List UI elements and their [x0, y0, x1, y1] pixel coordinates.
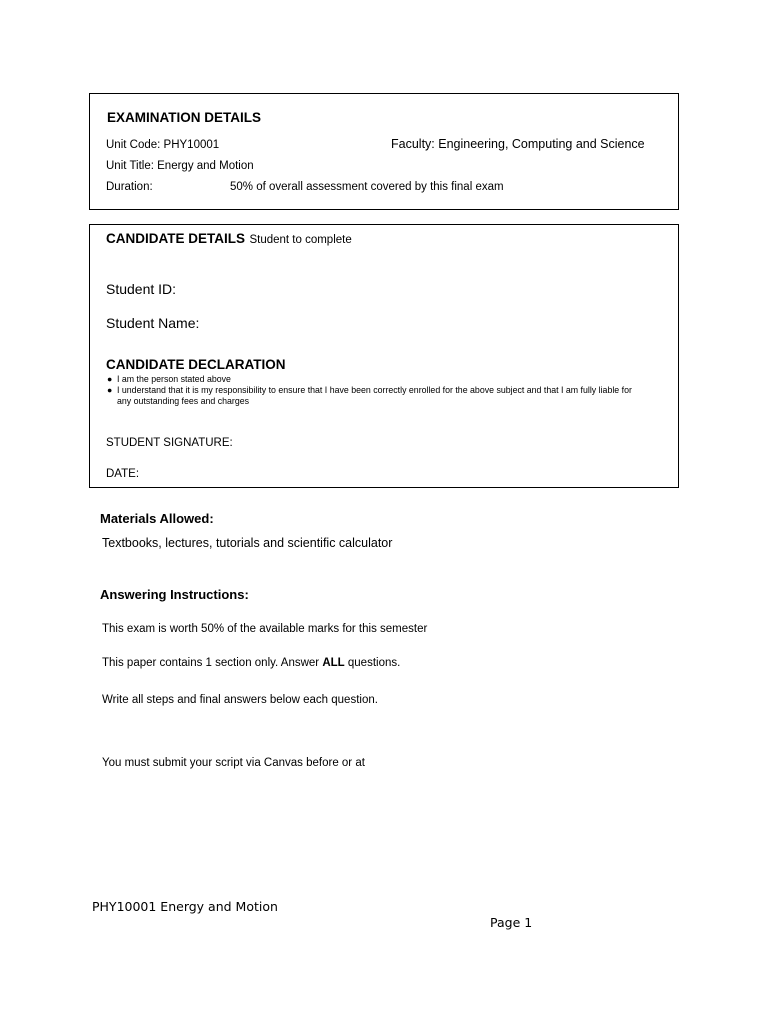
declaration-item: ● I am the person stated above [107, 374, 231, 384]
faculty: Faculty: Engineering, Computing and Science [391, 137, 645, 151]
declaration-item-continuation: any outstanding fees and charges [117, 396, 250, 406]
instruction-line-2: This paper contains 1 section only. Answer ALL questions. [102, 657, 401, 669]
bullet-icon: ● [107, 374, 113, 384]
instruction-emphasis: ALL [322, 657, 345, 669]
unit-title: Unit Title: Energy and Motion [106, 160, 254, 172]
date-label: DATE: [106, 468, 140, 480]
candidate-details-title [106, 230, 352, 248]
duration-label: Duration: [106, 181, 153, 193]
instruction-line-4: You must submit your script via Canvas before or at [102, 757, 365, 769]
materials-allowed-text: Textbooks, lectures, tutorials and scientific calculator [102, 536, 393, 550]
candidate-declaration-heading: CANDIDATE DECLARATION [106, 357, 286, 372]
student-id-label: Student ID: [106, 281, 177, 297]
student-name-label: Student Name: [106, 315, 200, 331]
examination-details-heading: EXAMINATION DETAILS [107, 110, 261, 125]
answering-instructions-heading: Answering Instructions: [100, 587, 249, 602]
bullet-icon: ● [107, 385, 113, 395]
unit-code: Unit Code: PHY10001 [106, 139, 220, 151]
candidate-details-heading: CANDIDATE DETAILS [106, 231, 245, 246]
duration-value: 50% of overall assessment covered by this final exam [230, 181, 504, 193]
declaration-item: ● I understand that it is my responsibility to ensure that I have been correctly enrolled for the above subject and that I am fully liable for [107, 385, 632, 395]
instruction-line-1: This exam is worth 50% of the available marks for this semester [102, 623, 428, 635]
footer-title: PHY10001 Energy and Motion [92, 899, 278, 914]
materials-allowed-heading: Materials Allowed: [100, 511, 214, 526]
page-number: Page 1 [490, 915, 533, 930]
candidate-details-subheading: Student to complete [249, 234, 352, 246]
declaration-list [106, 374, 632, 407]
instruction-line-3: Write all steps and final answers below each question. [102, 694, 378, 706]
student-signature-label: STUDENT SIGNATURE: [106, 437, 233, 449]
